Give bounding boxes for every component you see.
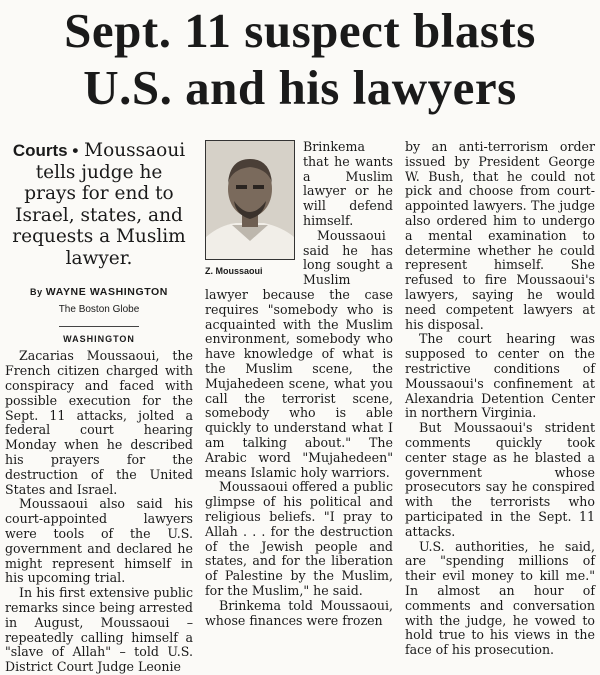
deck-label: Courts • — [12, 141, 79, 160]
byline-outlet: The Boston Globe — [58, 303, 140, 315]
paragraph: But Moussaoui's strident comments quickly took center stage as he blasted a government whose prosecutors say he conspired with the terrorists who participated in the Sept. 11 attacks. — [405, 420, 595, 539]
headline-line-1: Sept. 11 suspect blasts — [64, 3, 536, 58]
paragraph: Moussaoui also said his court-appointed lawyers were tools of the U.S. government and declared he might represent himself in his upcoming trial. — [5, 496, 193, 586]
paragraph: The court hearing was supposed to center on the restrictive conditions of Moussaoui's confinement at Alexandria Detention Center in northern Virginia. — [405, 331, 595, 421]
portrait-photo — [205, 140, 295, 260]
headline — [10, 2, 590, 116]
column-1 — [5, 140, 193, 675]
paragraph: U.S. authorities, he said, are "spending millions of their evil money to kill me." In almost an hour of comments and conversation with the judge, he vowed to hold true to his views in the face of his prosecution. — [405, 538, 595, 658]
paragraph: Moussaoui offered a public glimpse of his political and religious beliefs. "I pray to Allah . . . for the destruction of the Jewish people and states, and for the liberation of Palestine by the Muslim, for the Muslim," he said. — [205, 479, 393, 598]
photo-caption: Z. Moussaoui — [205, 266, 263, 276]
photo-block — [205, 140, 297, 279]
deck — [9, 140, 189, 269]
deck-text: Moussaoui tells judge he prays for end to Israel, states, and requests a Muslim lawyer. — [12, 140, 186, 269]
byline-name: WAYNE WASHINGTON — [45, 286, 168, 298]
byline-prefix: By — [29, 287, 46, 297]
column-2 — [205, 140, 393, 628]
dateline: WASHINGTON — [63, 333, 135, 344]
paragraph: by an anti-terrorism order issued by President George W. Bush, that he could not pick and choose from court-appointed lawyers. The judge also ordered him to undergo a mental examination to determine whether he could represent himself. She refused to fire Moussaoui's lawyers, saying he would need competent lawyers at his disposal. — [405, 139, 595, 332]
divider — [59, 326, 139, 327]
paragraph: Brinkema told Moussaoui, whose finances were frozen — [205, 597, 393, 628]
byline — [5, 285, 193, 300]
headline-line-2: U.S. and his lawyers — [83, 60, 517, 115]
paragraph: Zacarias Moussaoui, the French citizen charged with conspiracy and faced with possible execution for the Sept. 11 attacks, jolted a federal court hearing Monday when he described his prayers for the destruction of the United States and Israel. — [5, 348, 193, 497]
paragraph: In his first extensive public remarks since being arrested in August, Moussaoui – repeatedly calling himself a "slave of Allah" – told U.S. District Court Judge Leonie — [5, 585, 193, 675]
paragraph: Brinkema that he wants a Muslim lawyer or he will defend himself. — [303, 139, 393, 228]
paragraph: Moussaoui said he has long sought a Muslim lawyer because the case requires "somebody who is acquainted with the Muslim environment, somebody who have knowledge of what is the Muslim scene, the Mujahedeen scene, what you call the terrorist scene, somebody who is able quickly to understand what I am talking about." The Arabic word "Mujahedeen" means Islamic holy warriors. — [205, 227, 393, 480]
column-3 — [405, 140, 595, 658]
